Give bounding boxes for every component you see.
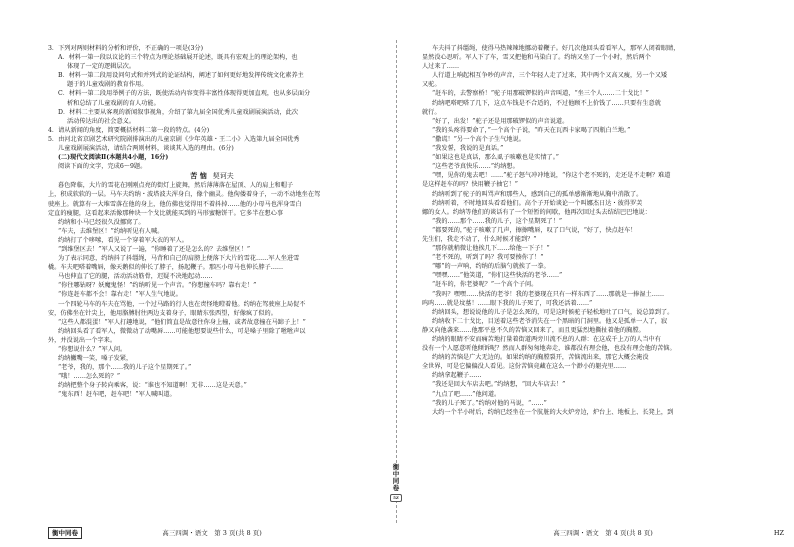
right-page-number: 高三四调・语文 第 4 页(共 8 页) xyxy=(553,529,653,537)
text-line: “到维堡区去！”军人又说了一遍，“你睡着了还是怎么的？去维堡区！” xyxy=(58,245,251,253)
text-line: “我的儿子死了。”约纳对他的马说，“……” xyxy=(432,399,547,407)
text-line: 约纳把整个身子转向乘客，说：“谁也不知道啊！无非……这是天意。” xyxy=(58,382,247,390)
text-line: 一个四轮马车的车夫在骂他，一个过马路的行人也在责怪地瞪着他。约纳在驾驶座上局促不 xyxy=(58,300,306,308)
seal-char: 中 xyxy=(392,470,400,478)
text-line: 定直的瘦腿，这看起来活像那种块一个戈比就能买到的马形蜜糖饼干。它多半在想心事 xyxy=(48,209,284,217)
passage-title-text: 苦 恼 xyxy=(190,171,207,181)
seal-tag: 5Z xyxy=(390,494,402,502)
text-line: “我的……那个……我的儿子，这个星期死了！” xyxy=(432,217,563,225)
text-line: 为了表示同意，约纳抖了抖缰绳，马背和自己的肩膀上便落下大片的雪花……军人坐进雪 xyxy=(58,255,300,263)
text-line: 外，并没说出一个字来。 xyxy=(48,336,117,344)
text-line: “都要死的，”驼子咳嗽了几声，擦擦嘴唇，叹了口气说，“好了，快点赶车！ xyxy=(432,226,637,234)
text-line: “好了，出发！”驼子还是用那破锣似的声音说道。 xyxy=(432,117,569,125)
text-line: (二)现代文阅读Ⅱ(本题共4小题，16分) xyxy=(58,154,169,162)
text-line: “嘿嘿……”他笑道，“你们这些快活的老爷……” xyxy=(432,272,563,280)
text-line: “哦！……怎么死的？” xyxy=(58,373,121,381)
text-line: A．材料一第一段以议论的三个特点为理论基础展开论述，既具有宏观上的理论架构，也 xyxy=(58,54,298,62)
text-line: B．材料一第二段用设问句式和并列式的论证结构，阐述了如何更好地发挥传统文化素养主 xyxy=(58,72,304,80)
text-line: 暮色降临，大片的雪花在刚刚点亮的街灯上旋舞，然后薄薄落在屋顶、人的肩上和帽子 xyxy=(58,182,294,190)
text-line: “你连赶车都不会！靠右走！”军人生气地说。 xyxy=(58,291,182,299)
text-line: 4．请从新闻的角度，简要概括材料二第一段的特点。(4分) xyxy=(48,126,210,134)
text-line: D．材料二主要从客观的新闻叙事视角，介绍了第九届全国优秀儿童戏剧展演活动，此次 xyxy=(58,108,299,116)
seal-char: 卷 xyxy=(392,484,400,492)
text-line: “我的头疼得要命了，”一个高个子说，“昨天在瓦西卡家喝了四瓶白兰地。” xyxy=(432,126,631,134)
text-line: “我发誓，我说的是真话。” xyxy=(432,145,504,153)
center-seal xyxy=(388,464,404,502)
text-line: 人行道上响起相互争吵的声音，三个年轻人走了过来，其中两个又高又瘦，另一个又矮 xyxy=(432,72,668,80)
text-line: “我吗？嘿嘿……快活的老爷！我的老婆现在只有一样东西了……那就是一捧湿土…… xyxy=(432,290,665,298)
text-line: C．材料一第二段用举例子的方法，既使活动内容变得丰富性体现得更加直观，也从多层面分 xyxy=(58,90,311,98)
text-line: 约纳撇嘴一笑，嗓子发紧， xyxy=(58,355,133,363)
text-line: 约纳听到了驼子的叫骂声和那些人，感到自己的孤单感渐渐地从胸中消散了。 xyxy=(432,190,643,198)
text-line: 大约一个半小时后，约纳已经坐在一个肮脏的大火炉旁边，炉台上、地板上、长凳上，到 xyxy=(432,408,674,416)
footer-brand: 衡中同卷 xyxy=(48,527,82,539)
left-footer xyxy=(48,527,376,539)
text-line: 呜呜……就是坟墓！……眼下我的儿子死了，可我还活着……” xyxy=(422,299,593,307)
text-line: 约纳打了个哆嗦，看见一个穿着军大衣的军人。 xyxy=(58,236,188,244)
right-page xyxy=(408,0,794,547)
text-line: “赶车的，你老婆呢？”一个高个子问。 xyxy=(432,281,538,289)
text-line: “这些人都混蛋！”军人打趣地说，“他们简直是故意往你身上撞，或者故意撞在马蹄子上！” xyxy=(58,318,306,326)
text-line: “这些老爷真快乐……”约纳想。 xyxy=(432,163,519,171)
text-line: 是这样赶车的吗？快用鞭子抽它！” xyxy=(422,181,518,189)
text-line: 5．由河北省京剧艺术研究院剧排演出的儿童京剧《少年英雄・王二小》入选第九届全国优秀 xyxy=(48,135,300,143)
center-divider xyxy=(396,40,397,523)
text-line: “九点了吧……”他问道。 xyxy=(432,390,501,398)
text-line: 显然没心思听。军人下了车，雪又把他和马染白了。约纳又坐了一个小时，然后两个 xyxy=(422,54,651,62)
passage-author: 契诃夫 xyxy=(212,172,234,181)
text-line: 活动传达出的社会意义。 xyxy=(67,117,136,125)
text-line: “你往哪钻呀？妖魔鬼怪！”约纳听见一个声音。“你想撞车吗？靠右走！” xyxy=(58,282,257,290)
text-line: 3．下列对两则材料的分析和评价，不正确的一项是(3分) xyxy=(48,45,204,52)
passage-title xyxy=(48,171,376,181)
text-line: “如果这也是真话，那么虱子咳嗽也是实情了。” xyxy=(432,154,559,162)
seal-char: 同 xyxy=(392,477,400,485)
text-line: “嘿，见你的鬼去吧！……”驼子怒气冲冲地说，“你这个老不死的，走还是不走啊？难道 xyxy=(432,172,671,180)
text-line: 阅读下面的文字，完成6～9题。 xyxy=(58,163,147,171)
text-line: “那你就稍微让他挨几下……给他一下子！” xyxy=(432,245,550,253)
text-line: 儿童戏剧展演活动，请结合两则材料，谈谈其入选的理由。(6分) xyxy=(58,145,234,153)
text-line: “老爷，我的，那个……我的儿子这个星期死了。” xyxy=(58,364,192,372)
text-line: 马也伸直了它的腿，活动活动筋骨，迟疑不决地起动…… xyxy=(58,273,213,281)
text-line: 约纳的苦恼是广大无边的。如果约纳的胸膛裂开，苦恼流出来，那它大概会淹没 xyxy=(432,354,649,362)
text-line: 全世界，可是它偏偏没人看见。这份苦恼竟藏在这么一个渺小的躯壳里…… xyxy=(422,363,627,371)
text-line: 安，仿佛坐在针尖上，他用胳膊肘往两边支着身子，眼睛东张西望，好像疯了似的。 xyxy=(48,309,277,317)
text-line: 约纳收下二十戈比，目送着这些老爷消失在一个黑暗的门洞里。他又是孤单一人了，寂 xyxy=(432,317,668,325)
text-line: 驶座上。就算有一大堆雪落在他的身上，他仿佛也觉得用不着抖掉……他的小母马也浑身雪白 xyxy=(48,200,302,208)
text-line: 体现了一定的逻辑层次。 xyxy=(67,63,136,71)
text-line: “赶车的，去警察桥！”驼子用那破锣似的声音叫道，“坐三个人……二十戈比！” xyxy=(432,90,649,98)
text-line: 人过来了…… xyxy=(422,63,460,71)
text-line: “车夫，去维堡区！”约纳听见有人喊。 xyxy=(58,227,164,235)
text-line: 约纳回头，想说说他的儿子是怎么死的，可是这时候驼子轻松地吐了口气，说总算到了。 xyxy=(432,308,674,316)
text-line: “鬼东西！赶车吧，赶车吧！”军人喊叫道。 xyxy=(58,391,176,399)
left-page xyxy=(0,0,386,547)
text-line: 静又向他袭来……他那平息不久的苦恼又回来了，而且更猛烈地撕扯着他的胸膛。 xyxy=(422,326,645,334)
text-line: 约纳吧嗒吧嗒了几下，这点车钱是不合适的，不过他顾不上价钱了……只要有生意就 xyxy=(432,99,661,107)
text-line: 约纳和小马已经很久没挪窝了。 xyxy=(58,218,145,226)
right-footer xyxy=(422,527,784,539)
seal-char: 衡 xyxy=(392,463,400,471)
text-line: 又驼。 xyxy=(422,81,441,89)
text-line: 先生们，我走不动了，什么时候才能到？” xyxy=(422,235,537,243)
text-line: 题于的儿童戏剧的教育作用。 xyxy=(67,81,148,89)
text-line: 就行。 xyxy=(422,108,441,116)
text-line: “哪”的一声响，约纳的后脑勺就挨了一拳。 xyxy=(432,263,550,271)
text-line: 析和总结了儿童戏剧的育人功能。 xyxy=(67,99,160,107)
text-line: “撒谎！”另一个高个子生气地说。 xyxy=(432,135,525,143)
text-line: 车夫抖了抖缰绳，使得马热辣辣地挪动着鞭子。好几次他回头看看军人，那军人闭着眼睛， xyxy=(432,45,680,52)
text-line: 橇。车夫吧嗒着嘴唇，像天鹅似的伸长了脖子，扬起鞭子。那匹小母马也伸长脖子…… xyxy=(48,264,284,272)
left-page-number: 高三四调・语文 第 3 页(共 8 页) xyxy=(162,529,262,537)
text-line: 约纳回头看了看军人，微微动了动嘴唇……可能他想要说些什么，可是嗓子里除了咝咝声以 xyxy=(58,327,306,335)
text-line: “老不死的，听到了吗？我可要揍你了！” xyxy=(432,254,544,262)
text-line: 约纳的眼睛不安而痛苦地打量着街道两旁川流不息的人群：在这成千上万的人当中有 xyxy=(432,336,661,343)
text-line: 没有一个人愿意听他倾诉呢？然而人群匆匆地奔走，谁都没有理会他，也没有理会他的苦恼。 xyxy=(422,345,676,353)
text-line: “我还是回大车店去吧。”约纳想，“回大车店去！” xyxy=(432,381,566,389)
text-line: 约纳拿起鞭子…… xyxy=(432,372,482,380)
text-line: 约纳听着，不时地回头看看他们。高个子开始谈论一个叫娜杰日达・彼得罗芙 xyxy=(432,199,643,207)
text-line: 娜的女人。约纳等他们的谈话有了一个短暂的间歇，他再次回过头去结结巴巴地说： xyxy=(422,208,651,216)
text-line: “你想说什么？”军人问。 xyxy=(58,346,127,353)
footer-code: HZ xyxy=(773,529,784,537)
text-line: 上，积成软软的一层。马车夫约纳・波塔波夫浑身白，像个幽灵。他佝偻着身子，一动不动地坐在驾 xyxy=(48,191,321,199)
